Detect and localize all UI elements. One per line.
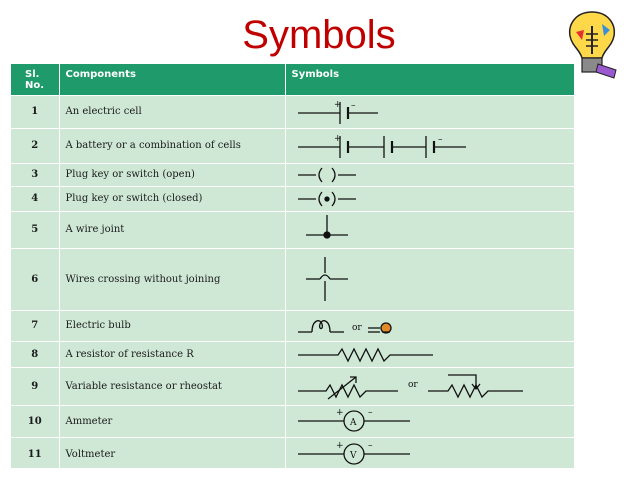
battery-symbol xyxy=(285,128,574,163)
voltmeter-symbol xyxy=(285,437,574,471)
table-row xyxy=(11,163,574,186)
row-number: 5 xyxy=(11,211,59,248)
row-number: 1 xyxy=(11,95,59,128)
resistor-symbol xyxy=(285,341,574,367)
plus-sign: + xyxy=(333,99,342,110)
row-number: 3 xyxy=(11,163,59,186)
row-number: 6 xyxy=(11,248,59,310)
minus-sign: – xyxy=(367,441,372,452)
header-components: Components xyxy=(59,64,285,95)
table-row xyxy=(11,310,574,341)
row-number: 4 xyxy=(11,186,59,211)
table-row xyxy=(11,186,574,211)
table-row xyxy=(11,341,574,367)
component-name: Electric bulb xyxy=(59,310,285,341)
plus-sign: + xyxy=(333,133,342,144)
component-name: A resistor of resistance R xyxy=(59,341,285,367)
open-switch-symbol xyxy=(285,163,574,186)
minus-sign: – xyxy=(367,408,372,418)
table-row xyxy=(11,211,574,248)
component-name: A battery or a combination of cells xyxy=(59,128,285,163)
table-row xyxy=(11,95,574,128)
cell-symbol xyxy=(285,95,574,128)
slide-title: Symbols xyxy=(242,13,396,57)
component-name: A wire joint xyxy=(59,211,285,248)
header-sl-no xyxy=(11,64,59,95)
plus-sign: + xyxy=(335,441,344,452)
table-header-row xyxy=(11,64,574,95)
plus-sign: + xyxy=(335,408,344,418)
component-name: Variable resistance or rheostat xyxy=(59,367,285,405)
component-name: Plug key or switch (closed) xyxy=(59,186,285,211)
component-name: Wires crossing without joining xyxy=(59,248,285,310)
row-number: 8 xyxy=(11,341,59,367)
row-number: 9 xyxy=(11,367,59,405)
table-row xyxy=(11,248,574,310)
header-sl-no-text: Sl. No. xyxy=(25,69,45,91)
row-number: 7 xyxy=(11,310,59,341)
row-number: 10 xyxy=(11,405,59,437)
row-number: 11 xyxy=(11,437,59,471)
table-row xyxy=(11,128,574,163)
minus-sign: – xyxy=(437,134,442,145)
bulb-symbol xyxy=(285,310,574,341)
rheostat-symbol xyxy=(285,367,574,405)
or-label: or xyxy=(351,322,362,333)
closed-switch-symbol xyxy=(285,186,574,211)
or-label: or xyxy=(407,380,418,390)
component-name: Ammeter xyxy=(59,405,285,437)
ammeter-letter: A xyxy=(349,418,356,428)
row-number: 2 xyxy=(11,128,59,163)
voltmeter-letter: V xyxy=(349,451,356,462)
minus-sign: – xyxy=(350,100,355,111)
component-name: An electric cell xyxy=(59,95,285,128)
header-symbols: Symbols xyxy=(285,64,574,95)
ammeter-symbol xyxy=(285,405,574,437)
table-row xyxy=(11,437,574,471)
symbols-table xyxy=(11,64,574,468)
wire-joint-symbol xyxy=(285,211,574,248)
wires-crossing-symbol xyxy=(285,248,574,310)
table-row xyxy=(11,405,574,437)
table-row xyxy=(11,367,574,405)
component-name: Plug key or switch (open) xyxy=(59,163,285,186)
component-name: Voltmeter xyxy=(59,437,285,471)
